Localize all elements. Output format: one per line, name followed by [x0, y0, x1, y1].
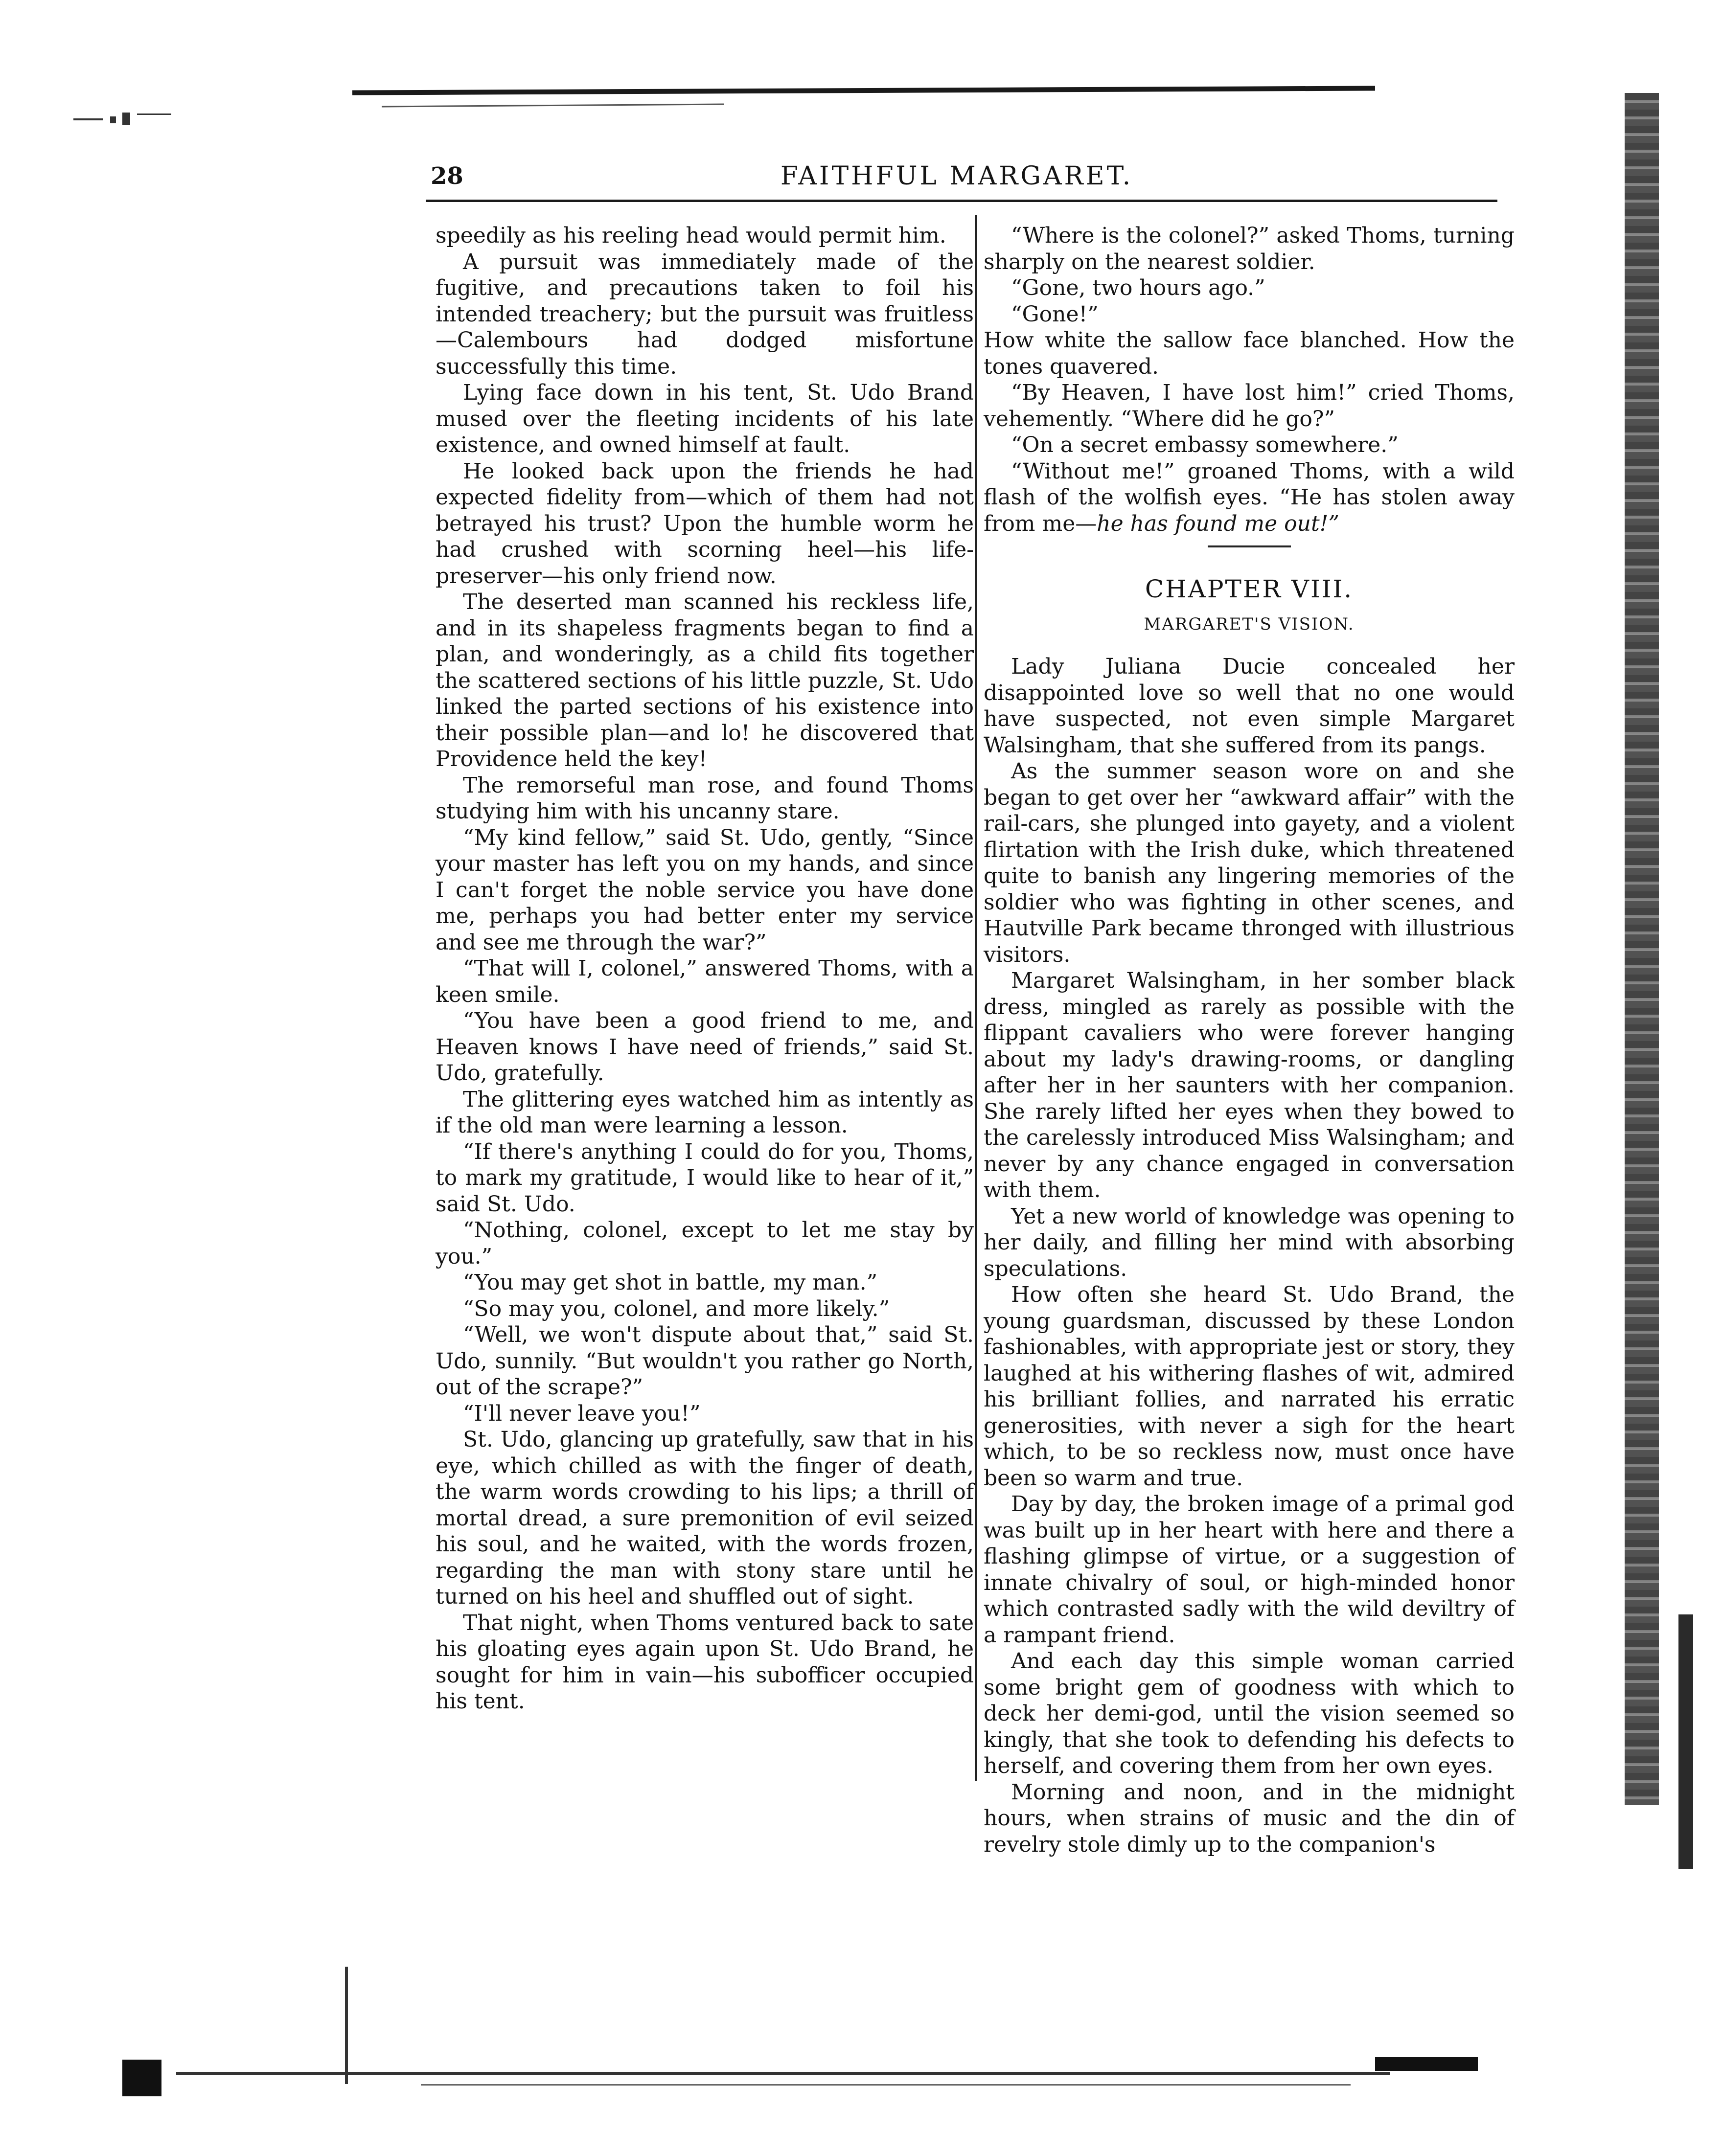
scan-bottom-rule: [176, 2072, 1390, 2075]
paragraph-text: “On a secret embassy somewhere.”: [1011, 432, 1399, 457]
paragraph: [984, 275, 1515, 301]
paragraph: [984, 301, 1515, 328]
paragraph: [436, 1610, 974, 1715]
paragraph-text: Lying face down in his tent, St. Udo Brand mused over the fleeting incidents of his late existence, and owned himself at fault.: [436, 380, 974, 457]
paragraph: [984, 968, 1515, 1203]
right-column-bottom: [984, 654, 1515, 1858]
paragraph-text: “So may you, colonel, and more likely.”: [463, 1296, 890, 1321]
paragraph-text: “My kind fellow,” said St. Udo, gently, “Since your master has left you on my hands, and since I can't forget the noble service you have done me, perhaps you had better enter my service and see me through the war?”: [436, 825, 974, 955]
right-column: [984, 223, 1515, 1858]
paragraph: [436, 1270, 974, 1296]
paragraph-text: “You may get shot in battle, my man.”: [463, 1270, 878, 1295]
paragraph-text: “You have been a good friend to me, and Heaven knows I have need of friends,” said St. Udo, gratefully.: [436, 1008, 974, 1086]
paragraph: [984, 1203, 1515, 1282]
scan-left-edge: [345, 1967, 348, 2084]
paragraph: [436, 1401, 974, 1427]
paragraph-text: And each day this simple woman carried some bright gem of goodness with which to deck her demi-god, until the vision seemed so kingly, that she took to defending his defects to herself, and covering them from her own eyes.: [984, 1649, 1515, 1778]
paragraph-text: “If there's anything I could do for you, Thoms, to mark my gratitude, I would like to hear of it,” said St. Udo.: [436, 1139, 974, 1217]
paragraph-text: Lady Juliana Ducie concealed her disappointed love so well that no one would have suspected, not even simple Margaret Walsingham, that she suffered from its pangs.: [984, 654, 1515, 758]
paragraph-text: “By Heaven, I have lost him!” cried Thoms, vehemently. “Where did he go?”: [984, 380, 1515, 431]
paragraph-text: The deserted man scanned his reckless life, and in its shapeless fragments began to find a plan, and wonderingly, as a child fits together the scattered sections of his little puzzle, St. Udo linked the parted sections of his existence into their possible plan—and lo! he discovered that Providence held the key!: [436, 590, 974, 772]
paragraph: [436, 223, 974, 249]
column-divider: [975, 215, 977, 1781]
paragraph: [984, 1282, 1515, 1491]
paragraph: [436, 1087, 974, 1139]
paragraph-text: “Where is the colonel?” asked Thoms, turning sharply on the nearest soldier.: [984, 223, 1515, 274]
paragraph-text: As the summer season wore on and she began to get over her “awkward affair” with the rail-cars, she plunged into gayety, and a violent flirtation with the Irish duke, which threatened quite to banish any lingering memories of the soldier who was fighting in other scenes, and Hautville Park became thronged with illustrious visitors.: [984, 759, 1515, 967]
paragraph-text: Day by day, the broken image of a primal god was built up in her heart with here and there a flashing glimpse of virtue, or a suggestion of innate chivalry of soul, or high-minded honor which contrasted sadly with the wild deviltry of a rampant friend.: [984, 1492, 1515, 1648]
running-title: FAITHFUL MARGARET.: [780, 161, 1133, 191]
paragraph: [984, 223, 1515, 275]
scan-right-edge-mark: [1678, 1614, 1693, 1869]
paragraph-text: “Gone, two hours ago.”: [1011, 275, 1265, 300]
scan-right-edge: [1625, 93, 1659, 1805]
chapter-divider: [1208, 545, 1291, 547]
paragraph: [436, 772, 974, 825]
paragraph: [984, 432, 1515, 458]
paragraph-text: “Gone!”: [1011, 301, 1099, 327]
paragraph: [984, 1779, 1515, 1858]
paragraph-text: speedily as his reeling head would permit him.: [436, 223, 946, 248]
paragraph: [436, 1008, 974, 1087]
paragraph-text: How often she heard St. Udo Brand, the young guardsman, discussed by these London fashionables, with appropriate jest or story, they laughed at his withering flashes of wit, admired his brilliant follies, and narrated his erratic generosities, with never a sigh for the heart which, to be so reckless now, must once have been so warm and true.: [984, 1282, 1515, 1491]
right-column-top: [984, 223, 1515, 537]
paragraph-text: The remorseful man rose, and found Thoms studying him with his uncanny stare.: [436, 772, 974, 824]
paragraph-text: Margaret Walsingham, in her somber black dress, mingled as rarely as possible with the flippant cavaliers who were forever hanging about my lady's drawing-rooms, or dangling after her in her saunters with her companion. She rarely lifted her eyes when they bowed to the carelessly introduced Miss Walsingham; and never by any chance engaged in conversation with them.: [984, 968, 1515, 1203]
paragraph-text: A pursuit was immediately made of the fugitive, and precautions taken to foil his intended treachery; but the pursuit was fruitless—Calembours had dodged misfortune successfully this time.: [436, 249, 974, 379]
running-header: [431, 159, 1483, 203]
paragraph: [436, 825, 974, 956]
scan-bottom-rule-thin: [421, 2084, 1351, 2086]
paragraph-text: “Well, we won't dispute about that,” said St. Udo, sunnily. “But wouldn't you rather go North, out of the scrape?”: [436, 1322, 974, 1400]
header-rule: [426, 200, 1497, 202]
paragraph-text: “That will I, colonel,” answered Thoms, with a keen smile.: [436, 956, 974, 1007]
paragraph: [984, 458, 1515, 537]
paragraph: [436, 380, 974, 458]
left-column: [436, 223, 974, 1715]
paragraph: [984, 1491, 1515, 1648]
paragraph: [436, 1139, 974, 1218]
paragraph-text: He looked back upon the friends he had expected fidelity from—which of them had not betrayed his trust? Upon the humble worm he had crushed with scorning heel—his life-preserver—his only friend now.: [436, 458, 974, 589]
paragraph-text: That night, when Thoms ventured back to sate his gloating eyes again upon St. Udo Brand, he sought for him in vain—his subofficer occupied his tent.: [436, 1610, 974, 1714]
paragraph: [436, 589, 974, 772]
paragraph: [984, 654, 1515, 758]
paragraph: [436, 249, 974, 380]
paragraph-text: St. Udo, glancing up gratefully, saw that in his eye, which chilled as with the finger of death, the warm words crowding to his lips; a thrill of mortal dread, a sure premonition of evil seized his soul, and he waited, with the words frozen, regarding the man with stony stare until he turned on his heel and shuffled out of sight.: [436, 1427, 974, 1609]
paragraph: [436, 955, 974, 1008]
paragraph-text: Yet a new world of knowledge was opening to her daily, and filling her mind with absorbing speculations.: [984, 1203, 1515, 1281]
paragraph: [984, 327, 1515, 380]
scan-top-rule: [352, 86, 1375, 95]
paragraph-text: “I'll never leave you!”: [463, 1401, 701, 1426]
scan-top-mark: [382, 104, 724, 108]
chapter-subtitle: MARGARET'S VISION.: [1144, 614, 1355, 634]
scan-left-marks: [73, 108, 186, 127]
paragraph: [436, 1217, 974, 1270]
paragraph-text: How white the sallow face blanched. How the tones quavered.: [984, 328, 1515, 379]
scan-corner-block: [122, 2060, 161, 2096]
page-number: 28: [431, 162, 463, 190]
paragraph: [436, 458, 974, 590]
paragraph: [436, 1427, 974, 1610]
paragraph-text: Morning and noon, and in the midnight hours, when strains of music and the din of revelry stole dimly up to the companion's: [984, 1779, 1515, 1857]
paragraph-text: The glittering eyes watched him as intently as if the old man were learning a lesson.: [436, 1087, 974, 1138]
paragraph: [984, 380, 1515, 432]
paragraph-text: “Without me!” groaned Thoms, with a wild flash of the wolfish eyes. “He has stolen away from me—: [984, 458, 1515, 536]
scan-bottom-right-block: [1375, 2057, 1478, 2071]
chapter-title: CHAPTER VIII.: [1145, 575, 1354, 603]
paragraph: [984, 758, 1515, 968]
paragraph: [436, 1322, 974, 1401]
paragraph-italic-text: he has found me out!”: [1097, 511, 1339, 536]
paragraph: [436, 1296, 974, 1322]
paragraph: [984, 1648, 1515, 1779]
paragraph-text: “Nothing, colonel, except to let me stay by you.”: [436, 1218, 974, 1269]
